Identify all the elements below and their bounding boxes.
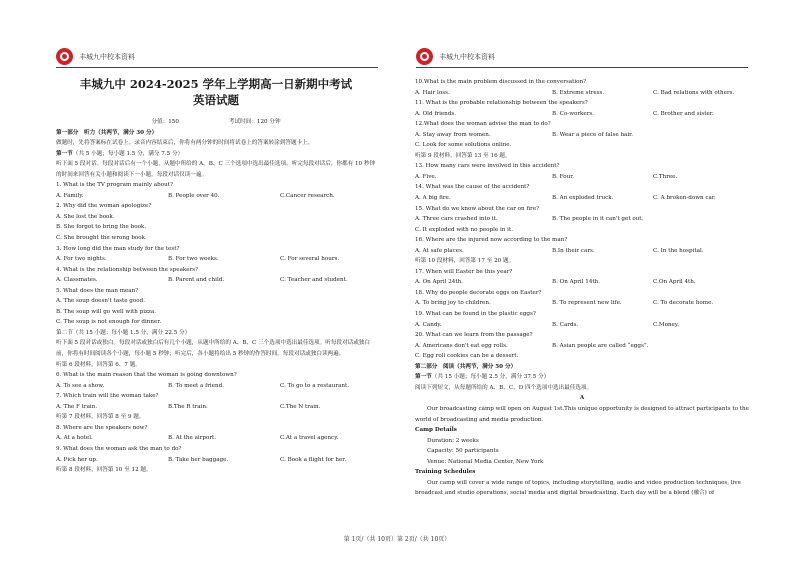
question-15: 15. What do we know about the car on fire? [415, 205, 540, 212]
passage-label: A [579, 395, 585, 402]
training-heading: Training Schedules [415, 469, 476, 476]
option: C. Egg roll cookies can be a dessert. [415, 353, 519, 360]
option: C. The soup is not enough for dinner. [56, 319, 162, 326]
reading-section1-heading: 第一节（共 15 小题；每小题 2.5 分，满分 37.5 分） [415, 374, 550, 381]
option: B. Cards. [552, 321, 579, 328]
question-13-options [415, 172, 749, 183]
option: B. She forgot to bring the book. [56, 224, 147, 231]
option: C. Book a flight for her. [280, 456, 347, 463]
question-4: 4. What is the relationship between the speakers? [56, 266, 199, 273]
option: C. To decorate home. [653, 300, 714, 307]
option: A. Candy. [415, 321, 442, 328]
option: C. Look for some solutions online. [415, 142, 512, 149]
option: B. On April 14th. [552, 279, 601, 286]
question-12-options [415, 130, 749, 141]
question-9-options [56, 455, 376, 466]
option: B. The people in it can't get out. [552, 216, 644, 223]
question-6-options [56, 381, 376, 392]
option: B.The R train. [168, 403, 208, 410]
passage-paragraph: Our broadcasting camp will open on August 1st.This unique opportunity is designed to attract participants to the world of broadcasting and media production. [415, 405, 749, 423]
question-17-options [415, 277, 749, 288]
listening-note-8: 听第 8 段材料，回答第 10 至 12 题。 [56, 467, 152, 474]
listening-note-6: 听第 6 段材料，回答第 6、7 题。 [56, 361, 141, 368]
question-7: 7. Which train will the woman take? [56, 393, 159, 400]
option: A. Pick her up. [56, 456, 98, 463]
exam-subtitle: 英语试题 [193, 93, 239, 107]
question-8-options [56, 433, 376, 444]
option: B. Asian people are called “eggs”. [552, 342, 649, 349]
part1-instructions: 做题时，先将答案标在试卷上。录音内容结束后，你将有两分钟的时间将试卷上的答案转涂到答题卡上。 [56, 140, 314, 147]
option: C.On April 4th. [653, 279, 696, 286]
option: C. Bad relations with others. [653, 89, 735, 96]
question-10-options [415, 88, 749, 99]
option: C.The N train. [280, 403, 321, 410]
option: B. An exploded truck. [552, 195, 614, 202]
option: A. She lost the book. [56, 213, 115, 220]
option: C. It exploded with no people in it. [415, 226, 513, 233]
option: A. The F train. [56, 403, 98, 410]
section1-heading: 第一节（共 5 小题；每小题 1.5 分，满分 7.5 分） [56, 150, 184, 157]
question-14: 14. What was the cause of the accident? [415, 184, 530, 191]
camp-details-heading: Camp Details [415, 427, 457, 434]
option: C. Teacher and student. [280, 277, 348, 284]
question-19: 19. What can be found in the plastic eggs? [415, 311, 536, 318]
option: A. The soup doesn't taste good. [56, 298, 145, 305]
question-16-options [415, 246, 749, 257]
option: A. On April 24th. [415, 279, 463, 286]
training-paragraph: Our camp will cover a wide range of topics, including storytelling, audio and video production techniques, live broadcast and studio operations, social media and digital broadcasting. Each day will be a blend (融合) of [415, 479, 741, 497]
question-1-options [56, 191, 376, 202]
camp-duration: Duration: 2 weeks [427, 437, 479, 444]
page-footer: 第 1页/（共 10页）第 2页/（共 10页） [343, 536, 451, 543]
option: C. A broken-down car. [653, 195, 716, 202]
exam-score: 分值：150 [151, 119, 179, 125]
option: A. Five. [415, 173, 437, 180]
listening-note-9: 听第 9 段材料，回答第 13 至 16 题。 [415, 152, 511, 159]
question-18: 18. Why do people decorate eggs on Easter? [415, 289, 542, 296]
option: B. For two weeks. [168, 256, 219, 263]
question-20: 20. What can we learn from the passage? [415, 332, 533, 339]
part2-heading: 第二部分 阅读（共两节，满分 50 分） [415, 363, 517, 370]
option: A. At safe places. [415, 247, 464, 254]
question-9: 9. What does the woman ask the man to do? [56, 445, 182, 452]
option: C. In the hospital. [653, 247, 704, 254]
question-18-options [415, 298, 749, 309]
option: C.Money. [653, 321, 680, 328]
option: A. Three cars crashed into it. [415, 216, 498, 223]
question-7-options [56, 402, 376, 413]
header-school-label: 丰城九中校本资料 [439, 52, 495, 61]
section2-heading: 第二节（共 15 小题；每小题 1.5 分，满分 22.5 分） [56, 329, 191, 336]
listening-note-10: 听第 10 段材料，回答第 17 至 20 题。 [415, 258, 515, 265]
exam-title: 丰城九中 2024-2025 学年上学期高一日新期中考试 [79, 77, 353, 91]
option: A. At a hotel. [56, 435, 93, 442]
question-3: 3. How long did the man study for the test? [56, 245, 180, 252]
option: B. People over 40. [168, 192, 220, 199]
listening-note-7: 听第 7 段材料，回答第 8 至 9 题。 [56, 414, 145, 421]
question-14-options [415, 193, 749, 204]
option: B. Take her baggage. [168, 456, 229, 463]
question-15-options [415, 214, 749, 225]
left-header [56, 48, 135, 65]
question-13: 13. How many cars were involved in this accident? [415, 163, 560, 170]
option: C. For several hours. [280, 256, 340, 263]
option: A. Old friends. [415, 110, 457, 117]
option: B. Four. [552, 173, 575, 180]
exam-meta [56, 117, 376, 128]
option: A. Classmates. [56, 277, 98, 284]
option: B. To meet a friend. [168, 382, 224, 389]
left-header-divider [56, 67, 378, 68]
option: A. Americans don't eat egg rolls. [415, 342, 508, 349]
option: C. Brother and sister. [653, 110, 714, 117]
right-header-divider [416, 67, 748, 68]
reading-section1-instructions: 阅读下列短文，从每题所给的 A、B、C、D 四个选项中选出最佳选项。 [415, 384, 593, 391]
school-logo-icon [416, 48, 433, 65]
question-2: 2. Why did the woman apologize? [56, 203, 152, 210]
option: A. To see a show. [56, 382, 105, 389]
camp-capacity: Capacity: 50 participants [427, 448, 499, 455]
question-3-options [56, 254, 376, 265]
question-17: 17. When will Easter be this year? [415, 268, 513, 275]
question-10: 10.What is the main problem discussed in the conversation? [415, 79, 587, 85]
option: B. Co-workers. [552, 110, 595, 117]
question-16: 16. Where are the injured now according to the man? [415, 237, 568, 244]
option: A. For two nights. [56, 256, 107, 263]
exam-time: 考试时间：120 分钟 [228, 119, 281, 125]
option: A. Family. [56, 192, 84, 199]
option: B. To represent new life. [552, 300, 622, 307]
option: A. To bring joy to children. [415, 300, 491, 307]
option: C.At a travel agency. [280, 435, 339, 442]
question-8: 8. Where are the speakers now? [56, 424, 148, 431]
left-content [56, 77, 376, 476]
camp-venue: Venue: National Media Center, New York [427, 458, 544, 465]
option: C. To go to a restaurant. [280, 382, 349, 389]
section1-instructions: 听下面 5 段对话。每段对话后有一个小题，从题中所给的 A、B、C 三个选项中选出最佳选项。听完每段对话后，你都有 10 秒钟的时间来回答有关小题和阅读下一小题。每段对话仅读一遍。 [56, 161, 376, 178]
right-content [415, 77, 749, 499]
option: A. Hair loss. [415, 89, 450, 96]
question-11-options [415, 109, 749, 120]
question-11: 11. What is the probable relationship between the speakers? [415, 100, 588, 107]
option: A. A big fire. [415, 195, 451, 202]
right-header [416, 48, 495, 65]
question-19-options [415, 320, 749, 331]
option: B. Extreme stress. [552, 89, 605, 96]
option: C.Three. [653, 173, 678, 180]
question-20-options [415, 341, 749, 352]
option: A. Stay away from women. [415, 131, 491, 138]
question-12: 12.What does the woman advise the man to do? [415, 121, 551, 128]
option: B. At the airport. [168, 435, 217, 442]
option: B.In their cars. [552, 247, 595, 254]
option: C.Cancer research. [280, 192, 335, 199]
header-school-label: 丰城九中校本资料 [79, 52, 135, 61]
question-6: 6. What is the main reason that the woman is going downtown? [56, 372, 237, 379]
question-4-options [56, 275, 376, 286]
option: C. She brought the wrong book. [56, 235, 147, 242]
question-5: 5. What does the man mean? [56, 287, 139, 294]
school-logo-icon [56, 48, 73, 65]
option: B. Wear a piece of false hair. [552, 131, 634, 138]
option: B. Parent and child. [168, 277, 225, 284]
question-1: 1. What is the TV program mainly about? [56, 182, 173, 189]
part1-heading: 第一部分 听力（共两节，满分 30 分） [56, 129, 158, 136]
section2-instructions: 听下面 5 段对话或独白。每段对话或独白后有几个小题，从题中所给的 A、B、C 三个选项中选出最佳选项。听每段对话或独白前，你将有时间阅读各个小题，每小题 5 秒钟；听完后，各小题将给出 5 秒钟的作答时间。每段对话或独白读两遍。 [56, 340, 370, 358]
option: B. The soup will go well with pizza. [56, 308, 156, 315]
